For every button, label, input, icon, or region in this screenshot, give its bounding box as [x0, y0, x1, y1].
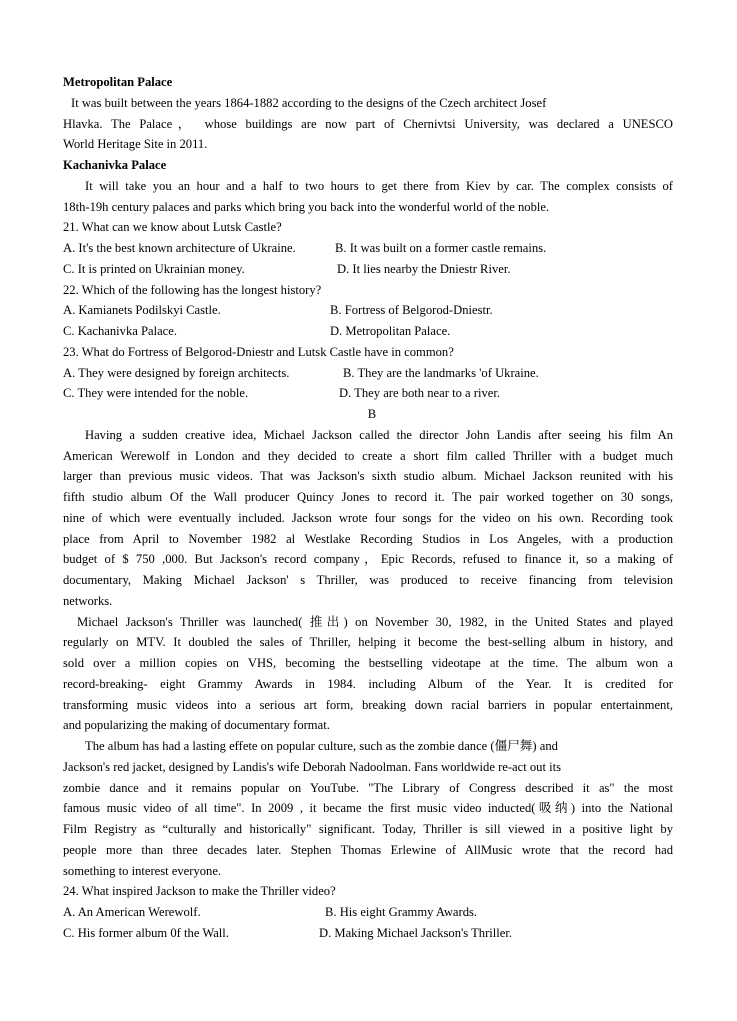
option-24a: A. An American Werewolf. — [63, 905, 201, 919]
option-row — [63, 259, 673, 280]
paragraph-line: The album has had a lasting effete on popular culture, such as the zombie dance (僵尸舞) and — [85, 739, 558, 753]
paragraph-line: World Heritage Site in 2011. — [63, 137, 208, 152]
paragraph-line: networks. — [63, 593, 113, 608]
option-23b: B. They are the landmarks 'of Ukraine. — [343, 365, 539, 380]
option-21c: C. It is printed on Ukrainian money. — [63, 261, 245, 276]
paragraph-line: Michael Jackson's Thriller was launched( 推出) on November 30, 1982, in the United States and played — [77, 614, 673, 629]
paragraph-line: something to interest everyone. — [63, 863, 222, 878]
paragraph-line: zombie dance and it remains popular on YouTube. "The Library of Congress described it as" the most — [63, 780, 673, 795]
paragraph-line: regularly on MTV. It doubled the sales of Thriller, helping it become the best-selling album in history, and — [63, 635, 673, 650]
option-23d: D. They are both near to a river. — [339, 386, 500, 401]
question-23: 23. What do Fortress of Belgorod-Dniestr and Lutsk Castle have in common? — [63, 344, 454, 359]
option-21b: B. It was built on a former castle remains. — [335, 241, 547, 255]
paragraph-line: budget of $ 750 ,000. But Jackson's record company，Epic Records, refused to finance it, so a making of — [63, 552, 673, 567]
heading-metropolitan: Metropolitan Palace — [63, 75, 173, 89]
paragraph-line: nine of which were eventually included. Jackson wrote four songs for the video on his own. Recording took — [63, 510, 673, 525]
document-page — [63, 72, 673, 944]
paragraph-line: It will take you an hour and a half to two hours to get there from Kiev by car. The complex consists of — [85, 178, 673, 193]
paragraph-line: sold over a million copies on VHS, becoming the bestselling videotape at the time. The album won a — [63, 656, 673, 670]
paragraph-line: American Werewolf in London and they decided to create a short film called Thriller with a budget much — [63, 448, 673, 463]
paragraph-line: fifth studio album Of the Wall producer Quincy Jones to record it. The pair worked together on 30 songs, — [63, 490, 673, 504]
paragraph-line: 18th-19h century palaces and parks which bring you back into the wonderful world of the noble. — [63, 199, 550, 214]
option-24b: B. His eight Grammy Awards. — [325, 905, 478, 919]
paragraph-line: and popularizing the making of documentary format. — [63, 718, 330, 733]
paragraph-line: larger than previous music videos. That was Jackson's sixth studio album. Michael Jackson reunited with his — [63, 469, 673, 484]
option-row — [63, 300, 673, 321]
option-22a: A. Kamianets Podilskyi Castle. — [63, 303, 221, 318]
option-21a: A. It's the best known architecture of Ukraine. — [63, 241, 296, 255]
option-22d: D. Metropolitan Palace. — [330, 324, 451, 338]
option-22b: B. Fortress of Belgorod-Dniestr. — [330, 303, 493, 318]
option-row — [63, 383, 673, 404]
question-21: 21. What can we know about Lutsk Castle? — [63, 220, 282, 235]
paragraph-line: Jackson's red jacket, designed by Landis's wife Deborah Nadoolman. Fans worldwide re-act out its — [63, 759, 562, 774]
option-row — [63, 363, 673, 384]
paragraph-line: place from April to November 1982 al Westlake Recording Studios in Los Angeles, with a production — [63, 531, 673, 546]
option-24c: C. His former album 0f the Wall. — [63, 925, 229, 940]
paragraph-line: Having a sudden creative idea, Michael Jackson called the director John Landis after seeing his film An — [85, 427, 673, 442]
paragraph-line: Film Registry as “culturally and historically" significant. Today, Thriller is sill viewed in a positive light by — [63, 822, 673, 836]
paragraph-line: transforming music videos into a serious art form, breaking down racial barriers in popular entertainment, — [63, 697, 673, 712]
question-24: 24. What inspired Jackson to make the Thriller video? — [63, 884, 336, 899]
paragraph-line: record-breaking- eight Grammy Awards in 1984. including Album of the Year. It is credited for — [63, 676, 673, 691]
option-24d: D. Making Michael Jackson's Thriller. — [319, 925, 513, 940]
paragraph-line: It was built between the years 1864-1882 according to the designs of the Czech architect Josef — [71, 95, 547, 110]
option-row — [63, 923, 673, 944]
paragraph-line: documentary, Making Michael Jackson' s Thriller, was produced to receive financing from television — [63, 573, 673, 587]
option-23a: A. They were designed by foreign architects. — [63, 365, 290, 380]
section-b-heading: B — [367, 407, 377, 421]
option-row — [63, 902, 673, 923]
option-23c: C. They were intended for the noble. — [63, 386, 249, 401]
heading-kachanivka: Kachanivka Palace — [63, 158, 167, 172]
option-22c: C. Kachanivka Palace. — [63, 324, 177, 338]
option-row — [63, 321, 673, 342]
question-22: 22. Which of the following has the longest history? — [63, 282, 322, 297]
paragraph-line: famous music video of all time". In 2009 , it became the first music video inducted(吸纳) into the National — [63, 801, 673, 816]
paragraph-line: Hlavka. The Palace， whose buildings are now part of Chernivtsi University, was declared a UNESCO — [63, 116, 673, 131]
option-21d: D. It lies nearby the Dniestr River. — [337, 261, 511, 276]
paragraph-line: people more than three decades later. Stephen Thomas Erlewine of AllMusic wrote that the record had — [63, 842, 673, 857]
option-row — [63, 238, 673, 259]
